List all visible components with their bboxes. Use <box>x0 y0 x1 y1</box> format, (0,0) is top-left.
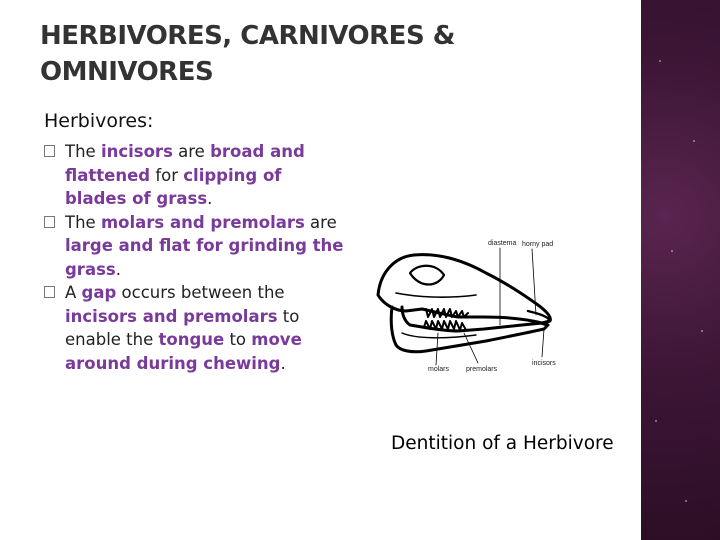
bullet-text: . <box>115 259 121 279</box>
highlighted-term: gap <box>81 283 117 302</box>
highlighted-term: broad and flattened <box>65 142 305 185</box>
lower-teeth <box>424 321 466 330</box>
section-heading: Herbivores: <box>44 110 154 132</box>
highlighted-term: incisors and premolars <box>65 306 278 326</box>
bullet-item <box>44 211 344 282</box>
decorative-side-band <box>641 0 720 540</box>
bullet-text: occurs between the <box>116 283 285 302</box>
bullet-text: A <box>65 283 82 302</box>
orbit-outline <box>410 266 444 285</box>
band-sparkle <box>659 60 661 62</box>
bullet-text: The <box>65 212 101 232</box>
bullet-text: to <box>224 330 252 349</box>
band-sparkle <box>701 330 703 332</box>
highlighted-term: clipping of blades of grass <box>65 165 282 208</box>
bullet-text: are <box>304 212 337 232</box>
incisors-label: incisors <box>532 360 556 367</box>
band-sparkle <box>655 420 657 422</box>
horny-pad-label: horny pad <box>522 241 554 248</box>
molars-label: molars <box>428 366 450 373</box>
premolars-label: premolars <box>466 366 498 373</box>
zygomatic-arch <box>396 293 476 297</box>
band-sparkle <box>671 250 673 252</box>
bullet-item <box>44 281 344 375</box>
premolars-leader <box>464 333 478 363</box>
band-sparkle <box>685 500 687 502</box>
checkbox-bullet-icon <box>44 145 55 157</box>
horny-pad-leader <box>532 249 536 315</box>
highlighted-term: tongue <box>158 330 225 349</box>
bullet-text: for <box>150 165 184 185</box>
checkbox-bullet-icon <box>44 216 55 228</box>
bullet-text: . <box>207 189 213 208</box>
bullet-text: to enable the <box>65 306 300 349</box>
herbivore-skull-diagram <box>366 233 566 381</box>
incisors-leader <box>542 329 544 357</box>
bullet-list <box>44 140 344 375</box>
bullet-text: The <box>65 142 101 161</box>
diastema-label: diastema <box>488 240 517 247</box>
highlighted-term: move around during chewing <box>65 330 302 373</box>
bullet-text: are <box>172 142 211 161</box>
checkbox-bullet-icon <box>44 286 55 298</box>
bullet-item <box>44 140 344 211</box>
highlighted-term: incisors <box>100 142 173 161</box>
slide-title: HERBIVORES, CARNIVORES & OMNIVORES <box>40 21 455 87</box>
highlighted-term: large and flat for grinding the grass <box>65 236 344 279</box>
diagram-caption: Dentition of a Herbivore <box>391 433 614 454</box>
bullet-text: . <box>280 353 286 373</box>
highlighted-term: molars and premolars <box>100 212 305 232</box>
band-sparkle <box>693 140 695 142</box>
